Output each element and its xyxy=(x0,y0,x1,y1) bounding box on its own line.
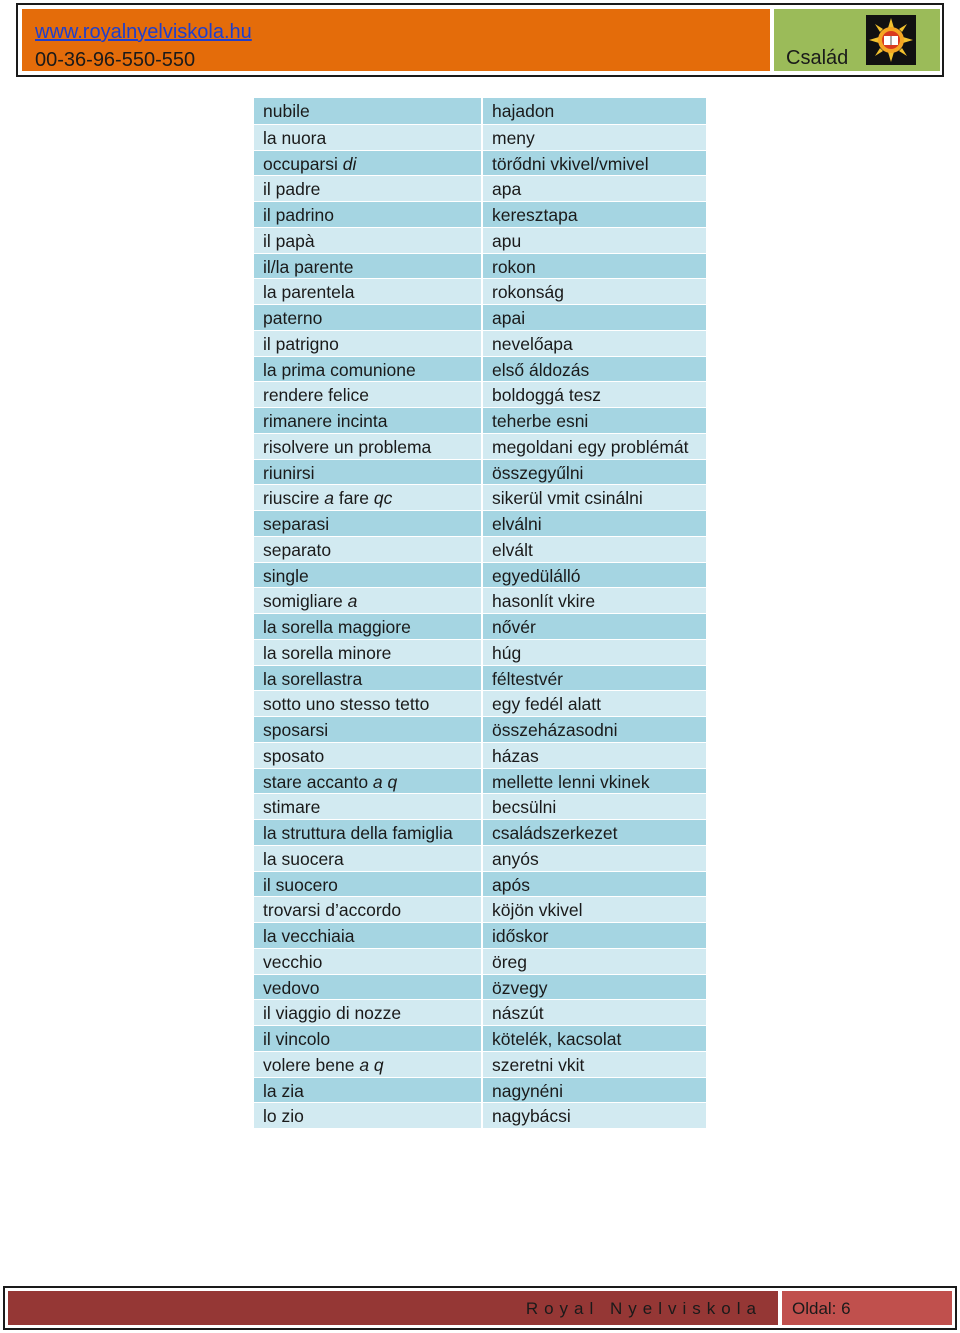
phone-number: 00-36-96-550-550 xyxy=(35,49,196,71)
table-row xyxy=(254,871,706,897)
italian-term xyxy=(254,768,483,794)
table-row xyxy=(254,330,706,356)
table-row xyxy=(254,613,706,639)
hungarian-translation: köjön vkivel xyxy=(483,896,706,922)
italian-term xyxy=(254,484,483,510)
hungarian-translation: rokon xyxy=(483,253,706,279)
italian-term xyxy=(254,793,483,819)
italian-term-text: il suocero xyxy=(263,874,338,895)
italian-term-text: la prima comunione xyxy=(263,359,416,380)
italian-term-italic: a q xyxy=(372,771,398,792)
table-row xyxy=(254,742,706,768)
section-title: Család xyxy=(786,47,849,69)
hungarian-translation: mellette lenni vkinek xyxy=(483,768,706,794)
table-row xyxy=(254,639,706,665)
italian-term xyxy=(254,1102,483,1128)
italian-term xyxy=(254,356,483,382)
italian-term xyxy=(254,1077,483,1103)
hungarian-translation: elválni xyxy=(483,510,706,536)
italian-term xyxy=(254,845,483,871)
table-row xyxy=(254,201,706,227)
table-row xyxy=(254,1077,706,1103)
hungarian-translation: szeretni vkit xyxy=(483,1051,706,1077)
header-contact-bar xyxy=(22,9,770,71)
hungarian-translation: féltestvér xyxy=(483,665,706,691)
table-row xyxy=(254,227,706,253)
page-header xyxy=(16,3,944,77)
italian-term-text: sposato xyxy=(263,745,325,766)
italian-term-text: la parentela xyxy=(263,282,355,303)
italian-term-italic: a xyxy=(347,591,358,612)
italian-term xyxy=(254,819,483,845)
sun-book-logo-icon xyxy=(866,15,916,65)
hungarian-translation: törődni vkivel/vmivel xyxy=(483,150,706,176)
italian-term xyxy=(254,974,483,1000)
page-number: Oldal: 6 xyxy=(792,1299,851,1318)
italian-term xyxy=(254,253,483,279)
hungarian-translation: apa xyxy=(483,175,706,201)
table-row xyxy=(254,922,706,948)
italian-term xyxy=(254,562,483,588)
hungarian-translation: hajadon xyxy=(483,98,706,124)
table-row xyxy=(254,896,706,922)
italian-term xyxy=(254,459,483,485)
table-row xyxy=(254,536,706,562)
table-row xyxy=(254,459,706,485)
italian-term xyxy=(254,896,483,922)
italian-term xyxy=(254,948,483,974)
hungarian-translation: megoldani egy problémát xyxy=(483,433,706,459)
table-row xyxy=(254,1051,706,1077)
italian-term-text: il/la parente xyxy=(263,256,354,277)
italian-term xyxy=(254,304,483,330)
table-row xyxy=(254,253,706,279)
table-row xyxy=(254,845,706,871)
italian-term-italic: a xyxy=(324,488,334,509)
italian-term-text: la sorella maggiore xyxy=(263,617,411,637)
table-row xyxy=(254,793,706,819)
table-row xyxy=(254,1102,706,1128)
italian-term-italic: di xyxy=(342,153,357,174)
italian-term xyxy=(254,871,483,897)
italian-term xyxy=(254,665,483,691)
hungarian-translation: hasonlít vkire xyxy=(483,587,706,613)
italian-term-text: il vincolo xyxy=(263,1029,331,1049)
italian-term-text: trovarsi d’accordo xyxy=(263,900,402,921)
hungarian-translation: nászút xyxy=(483,999,706,1025)
italian-term-text: separasi xyxy=(263,514,330,534)
italian-term xyxy=(254,175,483,201)
hungarian-translation: elvált xyxy=(483,536,706,562)
italian-term-text: stare accanto xyxy=(263,771,373,792)
italian-term-text: nubile xyxy=(263,101,310,121)
hungarian-translation: nővér xyxy=(483,613,706,639)
italian-term-text: sotto uno stesso tetto xyxy=(263,694,430,715)
table-row xyxy=(254,304,706,330)
italian-term-text: la nuora xyxy=(263,127,327,148)
table-row xyxy=(254,948,706,974)
page-footer xyxy=(3,1286,957,1330)
table-row xyxy=(254,356,706,382)
vocabulary-table xyxy=(254,98,706,1128)
table-row xyxy=(254,510,706,536)
italian-term xyxy=(254,510,483,536)
italian-term xyxy=(254,227,483,253)
hungarian-translation: öreg xyxy=(483,948,706,974)
italian-term-text: la vecchiaia xyxy=(263,926,355,946)
table-row xyxy=(254,665,706,691)
italian-term-text: vecchio xyxy=(263,951,323,972)
hungarian-translation: nagybácsi xyxy=(483,1102,706,1128)
footer-brand-bar xyxy=(8,1291,778,1325)
italian-term-text: occuparsi xyxy=(263,153,343,174)
italian-term xyxy=(254,587,483,613)
hungarian-translation: keresztapa xyxy=(483,201,706,227)
italian-term-text: la zia xyxy=(263,1080,304,1101)
italian-term-text: somigliare xyxy=(263,591,348,612)
hungarian-translation: becsülni xyxy=(483,793,706,819)
table-row xyxy=(254,587,706,613)
hungarian-translation: anyós xyxy=(483,845,706,871)
table-row xyxy=(254,175,706,201)
table-row xyxy=(254,381,706,407)
footer-brand: Royal Nyelviskola xyxy=(525,1299,762,1318)
italian-term xyxy=(254,150,483,176)
italian-term xyxy=(254,690,483,716)
table-row xyxy=(254,484,706,510)
italian-term xyxy=(254,381,483,407)
hungarian-translation: boldoggá tesz xyxy=(483,381,706,407)
table-row xyxy=(254,716,706,742)
hungarian-translation: meny xyxy=(483,124,706,150)
hungarian-translation: sikerül vmit csinálni xyxy=(483,484,706,510)
hungarian-translation: első áldozás xyxy=(483,356,706,382)
italian-term xyxy=(254,716,483,742)
italian-term xyxy=(254,278,483,304)
table-row xyxy=(254,278,706,304)
hungarian-translation: kötelék, kacsolat xyxy=(483,1025,706,1051)
italian-term-text: il patrigno xyxy=(263,333,339,354)
italian-term xyxy=(254,124,483,150)
table-row xyxy=(254,1025,706,1051)
italian-term xyxy=(254,201,483,227)
italian-term-text: single xyxy=(263,565,309,586)
footer-page-box xyxy=(782,1291,952,1325)
hungarian-translation: összeházasodni xyxy=(483,716,706,742)
hungarian-translation: apai xyxy=(483,304,706,330)
italian-term-italic: qc xyxy=(373,488,393,509)
italian-term-text: lo zio xyxy=(263,1106,304,1127)
italian-term xyxy=(254,1025,483,1051)
hungarian-translation: egyedülálló xyxy=(483,562,706,588)
italian-term-text: sposarsi xyxy=(263,720,329,740)
italian-term xyxy=(254,613,483,639)
italian-term-text: la struttura della famiglia xyxy=(263,823,453,843)
italian-term-text: volere bene xyxy=(263,1054,360,1075)
italian-term xyxy=(254,999,483,1025)
italian-term xyxy=(254,407,483,433)
italian-term xyxy=(254,433,483,459)
italian-term xyxy=(254,98,483,124)
table-row xyxy=(254,562,706,588)
italian-term xyxy=(254,1051,483,1077)
table-row xyxy=(254,690,706,716)
table-row xyxy=(254,124,706,150)
italian-term-text: riuscire xyxy=(263,488,325,509)
italian-term xyxy=(254,922,483,948)
table-row xyxy=(254,974,706,1000)
italian-term xyxy=(254,330,483,356)
hungarian-translation: nevelőapa xyxy=(483,330,706,356)
italian-term-text: il viaggio di nozze xyxy=(263,1003,402,1024)
italian-term xyxy=(254,536,483,562)
hungarian-translation: húg xyxy=(483,639,706,665)
italian-term-text: rendere felice xyxy=(263,385,370,406)
hungarian-translation: időskor xyxy=(483,922,706,948)
italian-term-text: il papà xyxy=(263,230,315,251)
table-row xyxy=(254,98,706,124)
italian-term-italic: a q xyxy=(359,1054,384,1075)
hungarian-translation: özvegy xyxy=(483,974,706,1000)
hungarian-translation: összegyűlni xyxy=(483,459,706,485)
hungarian-translation: apu xyxy=(483,227,706,253)
table-row xyxy=(254,407,706,433)
hungarian-translation: házas xyxy=(483,742,706,768)
hungarian-translation: após xyxy=(483,871,706,897)
italian-term-text: paterno xyxy=(263,308,323,328)
italian-term-text: rimanere incinta xyxy=(263,411,388,431)
italian-term-text: fare xyxy=(334,488,374,509)
header-section-bar xyxy=(774,9,940,71)
website-link[interactable]: www.royalnyelviskola.hu xyxy=(35,21,252,43)
italian-term-text: la sorellastra xyxy=(263,668,363,689)
italian-term-text: il padre xyxy=(263,179,321,200)
hungarian-translation: rokonság xyxy=(483,278,706,304)
table-row xyxy=(254,768,706,794)
italian-term xyxy=(254,639,483,665)
italian-term-text: riunirsi xyxy=(263,462,315,483)
hungarian-translation: családszerkezet xyxy=(483,819,706,845)
table-row xyxy=(254,999,706,1025)
italian-term-text: il padrino xyxy=(263,205,335,225)
italian-term xyxy=(254,742,483,768)
hungarian-translation: teherbe esni xyxy=(483,407,706,433)
table-row xyxy=(254,433,706,459)
italian-term-text: la sorella minore xyxy=(263,642,392,663)
hungarian-translation: nagynéni xyxy=(483,1077,706,1103)
table-row xyxy=(254,150,706,176)
table-row xyxy=(254,819,706,845)
italian-term-text: stimare xyxy=(263,797,321,818)
italian-term-text: risolvere un problema xyxy=(263,436,432,457)
italian-term-text: separato xyxy=(263,539,332,560)
hungarian-translation: egy fedél alatt xyxy=(483,690,706,716)
italian-term-text: la suocera xyxy=(263,848,344,869)
italian-term-text: vedovo xyxy=(263,977,320,998)
